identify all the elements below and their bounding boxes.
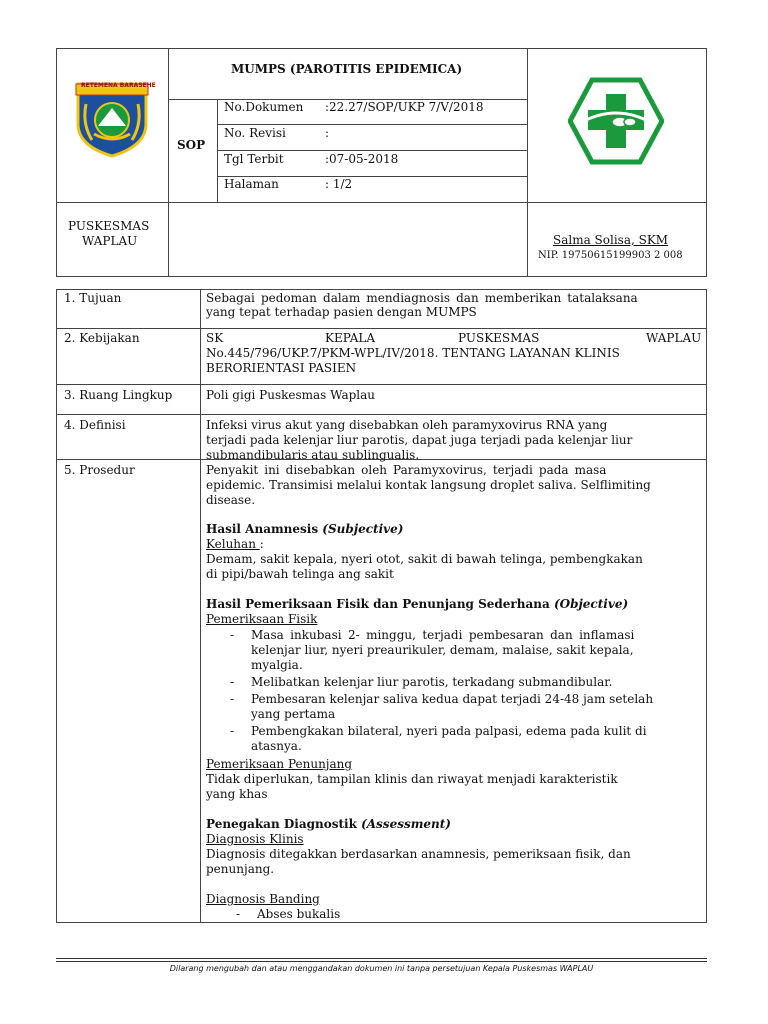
bullet-text: myalgia. <box>251 658 303 672</box>
doc-number-label: No.Dokumen <box>224 100 304 114</box>
diagnosis-banding-label: Diagnosis Banding <box>206 892 320 906</box>
prosedur-intro: Penyakit ini disebabkan oleh Paramyxovirus, terjadi pada masa <box>206 463 607 477</box>
signer-nip: NIP. 19750615199903 2 008 <box>538 250 683 261</box>
page-label: Halaman <box>224 177 279 191</box>
keluhan-label <box>206 537 264 552</box>
content-divider <box>56 414 707 415</box>
document-title: MUMPS (PAROTITIS EPIDEMICA) <box>231 62 463 76</box>
tujuan-text: Sebagai pedoman dalam mendiagnosis dan memberikan tatalaksana <box>206 291 638 305</box>
header-divider <box>217 124 527 125</box>
header-divider <box>527 48 528 277</box>
anamnesis-heading-sub: (Subjective) <box>322 522 404 536</box>
kebijakan-text: SK <box>206 331 224 345</box>
section-label-ruang-lingkup: 3. Ruang Lingkup <box>64 388 173 402</box>
issue-date-value: :07-05-2018 <box>325 152 399 166</box>
section-label-tujuan: 1. Tujuan <box>64 291 122 305</box>
pemeriksaan-fisik-label: Pemeriksaan Fisik <box>206 612 318 626</box>
bullet-text: atasnya. <box>251 739 302 753</box>
header-divider <box>56 202 707 203</box>
diagnosis-klinis-label: Diagnosis Klinis <box>206 832 304 846</box>
sop-label: SOP <box>177 138 206 152</box>
pemeriksaan-heading-text: Hasil Pemeriksaan Fisik dan Penunjang Sederhana <box>206 597 554 611</box>
definisi-text: submandibularis atau sublingualis. <box>206 448 420 462</box>
doc-number-value: :22.27/SOP/UKP 7/V/2018 <box>325 100 484 114</box>
definisi-text: terjadi pada kelenjar liur parotis, dapat juga terjadi pada kelenjar liur <box>206 433 633 447</box>
header-divider <box>168 48 169 277</box>
anamnesis-heading <box>206 522 403 537</box>
bullet-mark: - <box>230 628 235 642</box>
kebijakan-text: KEPALA <box>325 331 375 345</box>
prosedur-intro: epidemic. Transimisi melalui kontak langsung droplet saliva. Selflimiting <box>206 478 651 492</box>
bullet-mark: - <box>230 692 235 706</box>
section-label-definisi: 4. Definisi <box>64 418 126 432</box>
banding-text: Abses bukalis <box>257 907 341 921</box>
revision-value: : <box>325 126 330 140</box>
kebijakan-text: No.445/796/UKP.7/PKM-WPL/IV/2018. TENTANG LAYANAN KLINIS <box>206 346 620 360</box>
section-label-prosedur: 5. Prosedur <box>64 463 135 477</box>
bullet-text: Masa inkubasi 2- minggu, terjadi pembesaran dan inflamasi <box>251 628 635 642</box>
ruang-lingkup-text: Poli gigi Puskesmas Waplau <box>206 388 376 402</box>
penunjang-text: Tidak diperlukan, tampilan klinis dan riwayat menjadi karakteristik <box>206 772 618 786</box>
keluhan-text: Demam, sakit kepala, nyeri otot, sakit di bawah telinga, pembengkakan <box>206 552 643 566</box>
footer-notice: Dilarang mengubah dan atau menggandakan dokumen ini tanpa persetujuan Kepala Puskesmas WAPLAU <box>169 964 594 973</box>
bullet-text: Pembesaran kelenjar saliva kedua dapat terjadi 24-48 jam setelah <box>251 692 654 706</box>
header-divider <box>217 150 527 151</box>
tujuan-text: yang tepat terhadap pasien dengan MUMPS <box>206 305 477 319</box>
kebijakan-text: BERORIENTASI PASIEN <box>206 361 357 375</box>
signer-name: Salma Solisa, SKM <box>553 233 669 247</box>
content-divider <box>56 384 707 385</box>
bullet-text: Melibatkan kelenjar liur parotis, terkadang submandibular. <box>251 675 613 689</box>
footer-rule <box>56 961 707 962</box>
banding-mark: - <box>236 907 241 921</box>
pemeriksaan-heading-sub: (Objective) <box>553 597 629 611</box>
footer-rule <box>56 958 707 959</box>
keluhan-colon: : <box>259 537 264 551</box>
org-name-line1: PUSKESMAS <box>68 219 150 233</box>
kebijakan-text: WAPLAU <box>646 331 702 345</box>
section-label-kebijakan: 2. Kebijakan <box>64 331 140 345</box>
diagnostik-heading-text: Penegakan Diagnostik <box>206 817 362 831</box>
pemeriksaan-penunjang-label: Pemeriksaan Penunjang <box>206 757 353 771</box>
kebijakan-text: PUSKESMAS <box>458 331 540 345</box>
diagnostik-heading-sub: (Assessment) <box>361 817 451 831</box>
anamnesis-heading-text: Hasil Anamnesis <box>206 522 323 536</box>
bullet-text: yang pertama <box>251 707 336 721</box>
keluhan-label-text: Keluhan <box>206 537 260 551</box>
regional-logo <box>74 80 156 158</box>
prosedur-intro: disease. <box>206 493 256 507</box>
page-value: : 1/2 <box>325 177 353 191</box>
pemeriksaan-heading <box>206 597 628 612</box>
logo-banner-text: RETEMENA BARASEHE <box>81 82 156 89</box>
bullet-mark: - <box>230 724 235 738</box>
bullet-text: Pembengkakan bilateral, nyeri pada palpasi, edema pada kulit di <box>251 724 647 738</box>
bullet-text: kelenjar liur, nyeri preaurikuler, demam, malaise, sakit kepala, <box>251 643 634 657</box>
content-divider <box>56 328 707 329</box>
issue-date-label: Tgl Terbit <box>224 152 284 166</box>
diagnosis-klinis-text: penunjang. <box>206 862 275 876</box>
diagnosis-klinis-text: Diagnosis ditegakkan berdasarkan anamnesis, pemeriksaan fisik, dan <box>206 847 631 861</box>
puskesmas-logo <box>568 76 664 166</box>
diagnostik-heading <box>206 817 451 832</box>
bullet-mark: - <box>230 675 235 689</box>
penunjang-text: yang khas <box>206 787 268 801</box>
definisi-text: Infeksi virus akut yang disebabkan oleh paramyxovirus RNA yang <box>206 418 608 432</box>
org-name-line2: WAPLAU <box>82 234 138 248</box>
keluhan-text: di pipi/bawah telinga ang sakit <box>206 567 394 581</box>
revision-label: No. Revisi <box>224 126 286 140</box>
